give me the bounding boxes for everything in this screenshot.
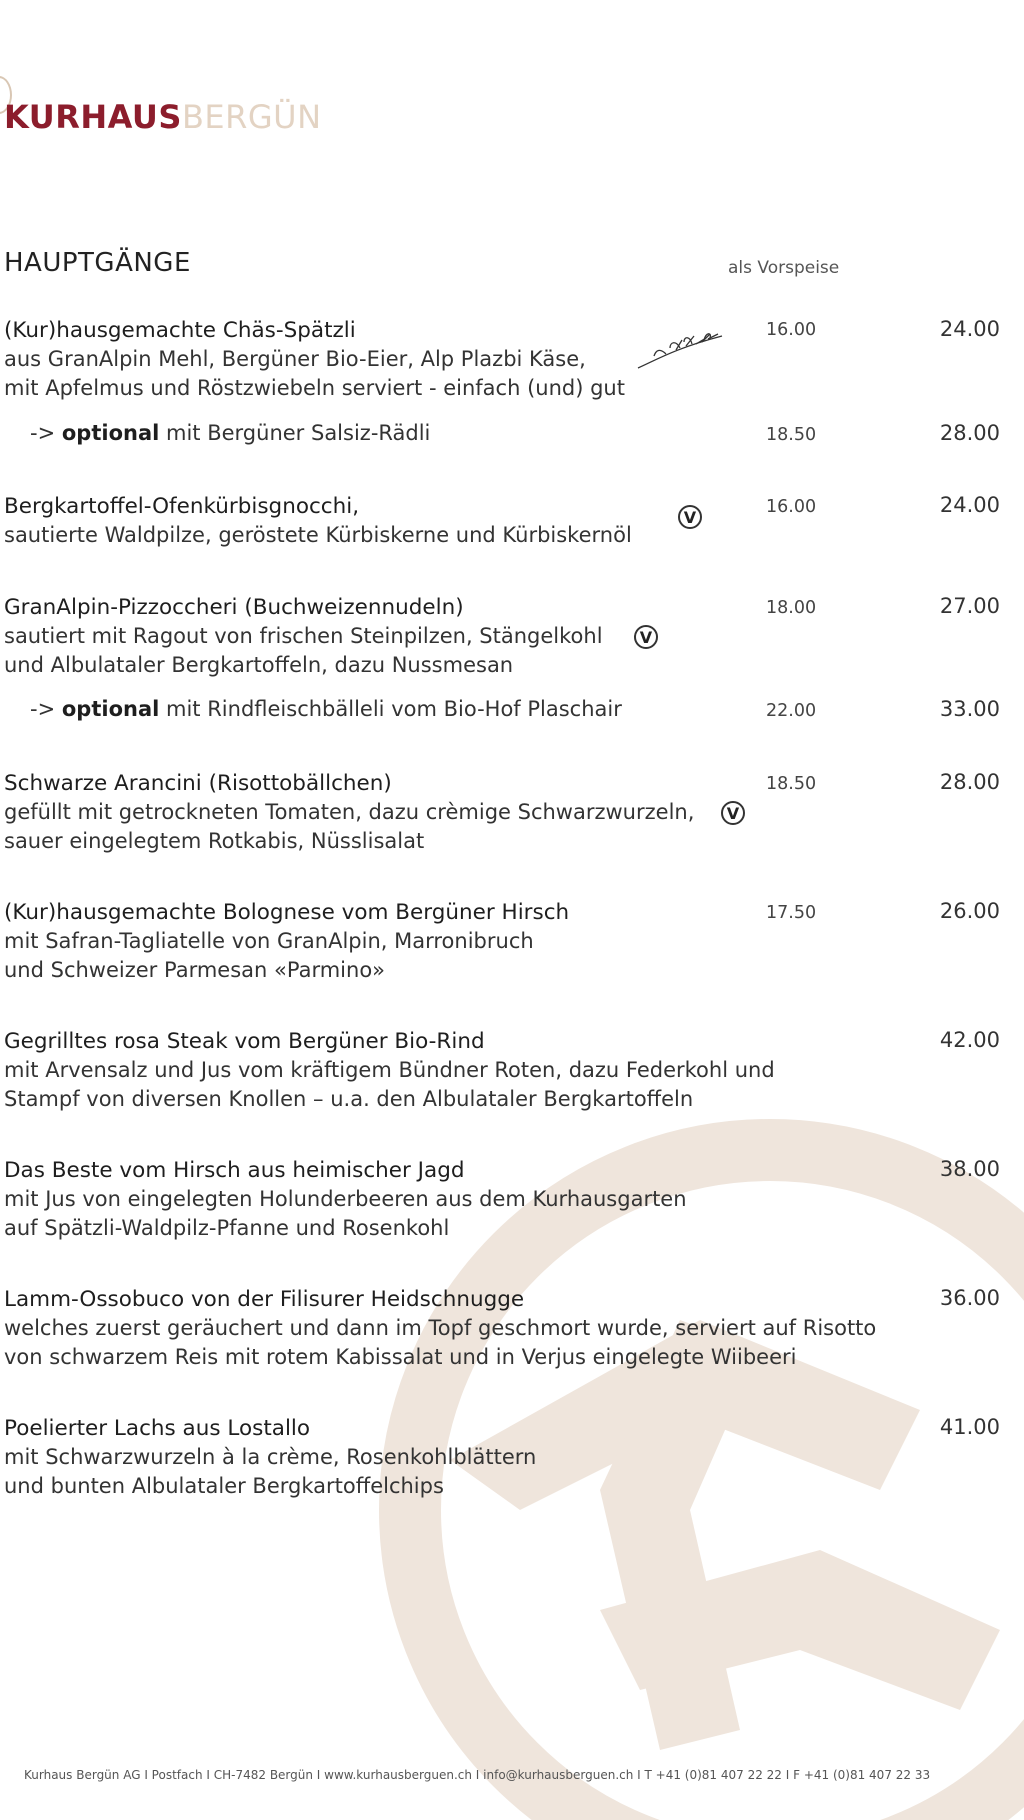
vegetarian-icon: V [678,505,702,529]
item-description: Stampf von diversen Knollen – u.a. den Albulataler Bergkartoffeln [4,1087,694,1111]
starter-price: 16.00 [766,320,817,340]
starter-price: 18.50 [766,774,817,794]
item-note: (Risottobällchen) [208,771,392,796]
item-description: gefüllt mit getrockneten Tomaten, dazu crèmige Schwarzwurzeln, [4,800,695,824]
logo-part-2: BERGÜN [181,98,322,136]
item-description: auf Spätzli-Waldpilz-Pfanne und Rosenkohl [4,1216,450,1240]
main-price: 41.00 [939,1415,1000,1439]
logo-part-1: KURHAUS [4,98,182,136]
watermark-emblem [300,990,1024,1820]
menu-item-lachs [4,1414,1014,1501]
item-name-line [4,769,1014,798]
footer-contact: Kurhaus Bergün AG I Postfach I CH-7482 Bergün I www.kurhausberguen.ch I info@kurhausberguen.ch I T +41 (0)81 407 22 22 I F +41 (0)81 407 22 33 [24,1768,931,1782]
logo [4,98,322,136]
starter-price: 22.00 [766,701,817,721]
item-description: welches zuerst geräuchert und dann im Topf geschmort wurde, serviert auf Risotto [4,1316,877,1340]
starter-column-header: als Vorspeise [728,258,840,278]
menu-item-steak [4,1027,1014,1114]
item-description: mit Arvensalz und Jus vom kräftigem Bündner Roten, dazu Federkohl und [4,1058,775,1082]
option-salsiz [30,421,430,445]
vegetarian-icon: V [721,801,745,825]
starter-price: 16.00 [766,497,817,517]
menu-item-hirsch [4,1156,1014,1243]
menu-item-lamm-ossobuco [4,1285,1014,1372]
item-description: sauer eingelegtem Rotkabis, Nüsslisalat [4,829,425,853]
item-description: von schwarzem Reis mit rotem Kabissalat und in Verjus eingelegte Wiibeeri [4,1345,797,1369]
item-name-line [4,593,1014,622]
main-price: 24.00 [939,317,1000,341]
item-name: Lamm-Ossobuco von der Filisurer Heidschnugge [4,1287,525,1312]
main-price: 24.00 [939,493,1000,517]
starter-price: 17.50 [766,903,817,923]
item-description: mit Schwarzwurzeln à la crème, Rosenkohlblättern [4,1445,537,1469]
item-name: GranAlpin-Pizzoccheri [4,595,238,620]
menu-item-arancini [4,769,1014,856]
item-note: (Buchweizennudeln) [244,595,464,620]
main-price: 33.00 [939,697,1000,721]
option-text: mit Rindfleischbälleli vom Bio-Hof Plaschair [166,697,622,721]
menu-item-bolognese [4,898,1014,985]
menu-item-gnocchi [4,492,1014,550]
item-description: mit Jus von eingelegten Holunderbeeren aus dem Kurhausgarten [4,1187,687,1211]
option-arrow: -> [30,421,56,445]
option-label: optional [61,421,160,445]
main-price: 28.00 [939,770,1000,794]
starter-price: 18.50 [766,425,817,445]
item-name: (Kur)hausgemachte Bolognese vom Bergüner Hirsch [4,900,570,925]
item-description: mit Safran-Tagliatelle von GranAlpin, Marronibruch [4,929,534,953]
item-description: aus GranAlpin Mehl, Bergüner Bio-Eier, Alp Plazbi Käse, [4,347,586,371]
vegetarian-icon: V [634,625,658,649]
option-text: mit Bergüner Salsiz-Rädli [166,421,431,445]
main-price: 27.00 [939,594,1000,618]
item-description: und Albulataler Bergkartoffeln, dazu Nussmesan [4,653,514,677]
item-name: Poelierter Lachs aus Lostallo [4,1416,311,1441]
option-arrow: -> [30,697,56,721]
section-title: HAUPTGÄNGE [4,248,191,278]
item-description: sautiert mit Ragout von frischen Steinpilzen, Stängelkohl [4,624,603,648]
main-price: 36.00 [939,1286,1000,1310]
main-price: 28.00 [939,421,1000,445]
item-name: Gegrilltes rosa Steak vom Bergüner Bio-Rind [4,1029,485,1054]
starter-price: 18.00 [766,598,817,618]
item-name: (Kur)hausgemachte Chäs-Spätzli [4,318,356,343]
item-description: sautierte Waldpilze, geröstete Kürbiskerne und Kürbiskernöl [4,523,632,547]
main-price: 42.00 [939,1028,1000,1052]
item-name: Das Beste vom Hirsch aus heimischer Jagd [4,1158,465,1183]
item-description: und bunten Albulataler Bergkartoffelchips [4,1474,444,1498]
item-name: Schwarze Arancini [4,771,202,796]
main-price: 38.00 [939,1157,1000,1181]
option-rindfleischbaelleli [30,697,622,721]
item-name: Bergkartoffel-Ofenkürbisgnocchi, [4,494,360,519]
item-description: mit Apfelmus und Röstzwiebeln serviert - einfach (und) gut [4,376,625,400]
item-description: und Schweizer Parmesan «Parmino» [4,958,386,982]
main-price: 26.00 [939,899,1000,923]
menu-item-chaes-spaetzli [4,316,1014,403]
option-label: optional [61,697,160,721]
menu-item-pizzoccheri [4,593,1014,680]
